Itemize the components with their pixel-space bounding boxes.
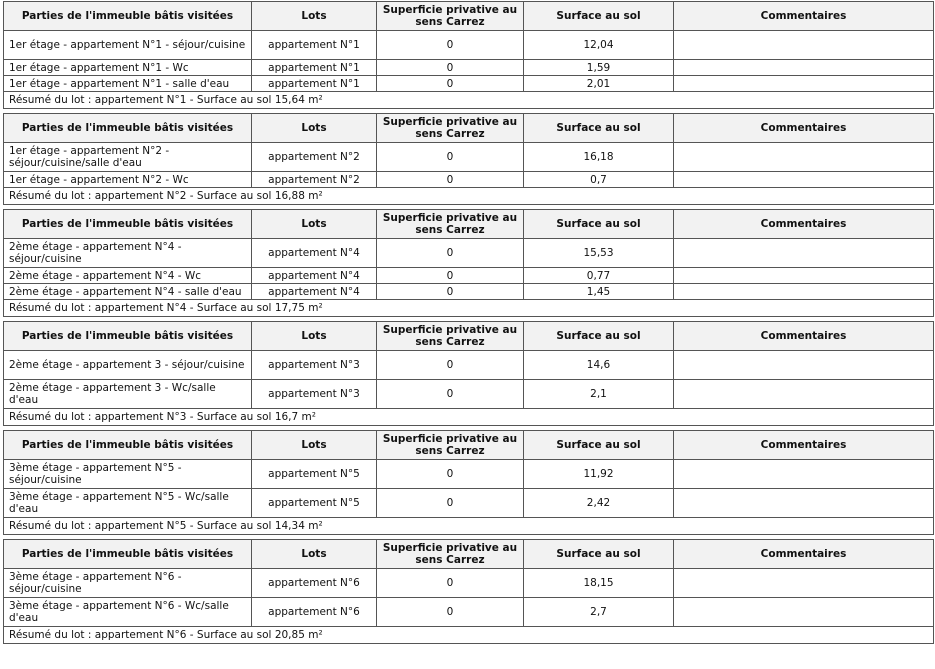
table-row (4, 598, 934, 627)
cell-sol: 2,1 (524, 380, 674, 409)
cell-carrez: 0 (377, 351, 524, 380)
cell-part: 2ème étage - appartement N°4 - salle d'eau (4, 284, 252, 300)
cell-sol: 0,7 (524, 172, 674, 188)
cell-comment (674, 284, 934, 300)
lot-summary: Résumé du lot : appartement N°4 - Surface au sol 17,75 m² (4, 300, 934, 317)
cell-lot: appartement N°2 (252, 172, 377, 188)
cell-sol: 2,01 (524, 76, 674, 92)
header-carrez: Superficie privative au sens Carrez (377, 431, 524, 460)
cell-sol: 0,77 (524, 268, 674, 284)
cell-carrez: 0 (377, 60, 524, 76)
cell-carrez: 0 (377, 460, 524, 489)
header-commentaires: Commentaires (674, 322, 934, 351)
header-surface-sol: Surface au sol (524, 540, 674, 569)
header-parties: Parties de l'immeuble bâtis visitées (4, 431, 252, 460)
table-row (4, 60, 934, 76)
header-row (4, 431, 934, 460)
cell-comment (674, 239, 934, 268)
lot-summary: Résumé du lot : appartement N°6 - Surface au sol 20,85 m² (4, 627, 934, 644)
cell-carrez: 0 (377, 172, 524, 188)
cell-lot: appartement N°5 (252, 489, 377, 518)
cell-lot: appartement N°6 (252, 598, 377, 627)
lot-table (3, 321, 934, 426)
header-carrez: Superficie privative au sens Carrez (377, 540, 524, 569)
cell-part: 2ème étage - appartement 3 - Wc/salle d'eau (4, 380, 252, 409)
cell-part: 3ème étage - appartement N°5 - Wc/salle d'eau (4, 489, 252, 518)
header-lots: Lots (252, 114, 377, 143)
header-parties: Parties de l'immeuble bâtis visitées (4, 210, 252, 239)
cell-sol: 12,04 (524, 31, 674, 60)
lot-table (3, 539, 934, 644)
table-row (4, 380, 934, 409)
header-parties: Parties de l'immeuble bâtis visitées (4, 2, 252, 31)
cell-part: 1er étage - appartement N°1 - salle d'eau (4, 76, 252, 92)
cell-comment (674, 60, 934, 76)
cell-comment (674, 76, 934, 92)
header-carrez: Superficie privative au sens Carrez (377, 210, 524, 239)
table-row (4, 284, 934, 300)
cell-part: 3ème étage - appartement N°6 - séjour/cuisine (4, 569, 252, 598)
lot-table (3, 209, 934, 317)
cell-sol: 18,15 (524, 569, 674, 598)
header-lots: Lots (252, 431, 377, 460)
cell-comment (674, 172, 934, 188)
lot-summary: Résumé du lot : appartement N°3 - Surface au sol 16,7 m² (4, 409, 934, 426)
table-row (4, 76, 934, 92)
cell-sol: 16,18 (524, 143, 674, 172)
header-surface-sol: Surface au sol (524, 114, 674, 143)
table-row (4, 143, 934, 172)
header-surface-sol: Surface au sol (524, 210, 674, 239)
header-carrez: Superficie privative au sens Carrez (377, 2, 524, 31)
cell-part: 1er étage - appartement N°2 - Wc (4, 172, 252, 188)
cell-carrez: 0 (377, 598, 524, 627)
cell-part: 2ème étage - appartement N°4 - séjour/cuisine (4, 239, 252, 268)
lot-table (3, 1, 934, 109)
cell-part: 1er étage - appartement N°1 - Wc (4, 60, 252, 76)
cell-comment (674, 268, 934, 284)
header-carrez: Superficie privative au sens Carrez (377, 114, 524, 143)
cell-sol: 2,7 (524, 598, 674, 627)
cell-carrez: 0 (377, 239, 524, 268)
cell-part: 1er étage - appartement N°1 - séjour/cuisine (4, 31, 252, 60)
cell-sol: 1,45 (524, 284, 674, 300)
cell-carrez: 0 (377, 569, 524, 598)
cell-comment (674, 351, 934, 380)
cell-sol: 14,6 (524, 351, 674, 380)
table-row (4, 268, 934, 284)
header-row (4, 210, 934, 239)
cell-part: 2ème étage - appartement 3 - séjour/cuisine (4, 351, 252, 380)
cell-carrez: 0 (377, 284, 524, 300)
cell-comment (674, 143, 934, 172)
cell-lot: appartement N°1 (252, 76, 377, 92)
header-parties: Parties de l'immeuble bâtis visitées (4, 540, 252, 569)
cell-part: 3ème étage - appartement N°5 - séjour/cuisine (4, 460, 252, 489)
cell-part: 3ème étage - appartement N°6 - Wc/salle d'eau (4, 598, 252, 627)
header-parties: Parties de l'immeuble bâtis visitées (4, 322, 252, 351)
cell-comment (674, 31, 934, 60)
header-commentaires: Commentaires (674, 540, 934, 569)
cell-comment (674, 380, 934, 409)
header-commentaires: Commentaires (674, 431, 934, 460)
cell-lot: appartement N°3 (252, 351, 377, 380)
cell-comment (674, 460, 934, 489)
header-parties: Parties de l'immeuble bâtis visitées (4, 114, 252, 143)
cell-part: 1er étage - appartement N°2 - séjour/cuisine/salle d'eau (4, 143, 252, 172)
header-lots: Lots (252, 322, 377, 351)
cell-carrez: 0 (377, 268, 524, 284)
cell-carrez: 0 (377, 31, 524, 60)
cell-part: 2ème étage - appartement N°4 - Wc (4, 268, 252, 284)
cell-lot: appartement N°4 (252, 239, 377, 268)
cell-sol: 2,42 (524, 489, 674, 518)
header-commentaires: Commentaires (674, 2, 934, 31)
table-row (4, 31, 934, 60)
header-carrez: Superficie privative au sens Carrez (377, 322, 524, 351)
header-surface-sol: Surface au sol (524, 431, 674, 460)
cell-sol: 15,53 (524, 239, 674, 268)
lot-summary: Résumé du lot : appartement N°2 - Surface au sol 16,88 m² (4, 188, 934, 205)
cell-lot: appartement N°4 (252, 268, 377, 284)
cell-lot: appartement N°2 (252, 143, 377, 172)
table-row (4, 569, 934, 598)
cell-carrez: 0 (377, 76, 524, 92)
header-commentaires: Commentaires (674, 114, 934, 143)
cell-comment (674, 489, 934, 518)
cell-carrez: 0 (377, 380, 524, 409)
table-row (4, 239, 934, 268)
cell-sol: 1,59 (524, 60, 674, 76)
cell-lot: appartement N°1 (252, 31, 377, 60)
cell-lot: appartement N°1 (252, 60, 377, 76)
cell-comment (674, 598, 934, 627)
header-row (4, 2, 934, 31)
table-row (4, 460, 934, 489)
cell-lot: appartement N°4 (252, 284, 377, 300)
header-commentaires: Commentaires (674, 210, 934, 239)
cell-sol: 11,92 (524, 460, 674, 489)
cell-lot: appartement N°6 (252, 569, 377, 598)
header-row (4, 322, 934, 351)
lot-summary: Résumé du lot : appartement N°1 - Surface au sol 15,64 m² (4, 92, 934, 109)
table-row (4, 172, 934, 188)
header-surface-sol: Surface au sol (524, 322, 674, 351)
header-lots: Lots (252, 210, 377, 239)
cell-carrez: 0 (377, 489, 524, 518)
cell-lot: appartement N°5 (252, 460, 377, 489)
header-surface-sol: Surface au sol (524, 2, 674, 31)
cell-comment (674, 569, 934, 598)
header-row (4, 114, 934, 143)
header-row (4, 540, 934, 569)
table-row (4, 489, 934, 518)
table-row (4, 351, 934, 380)
cell-carrez: 0 (377, 143, 524, 172)
cell-lot: appartement N°3 (252, 380, 377, 409)
lot-summary: Résumé du lot : appartement N°5 - Surface au sol 14,34 m² (4, 518, 934, 535)
lot-table (3, 430, 934, 535)
header-lots: Lots (252, 540, 377, 569)
lot-table (3, 113, 934, 205)
header-lots: Lots (252, 2, 377, 31)
